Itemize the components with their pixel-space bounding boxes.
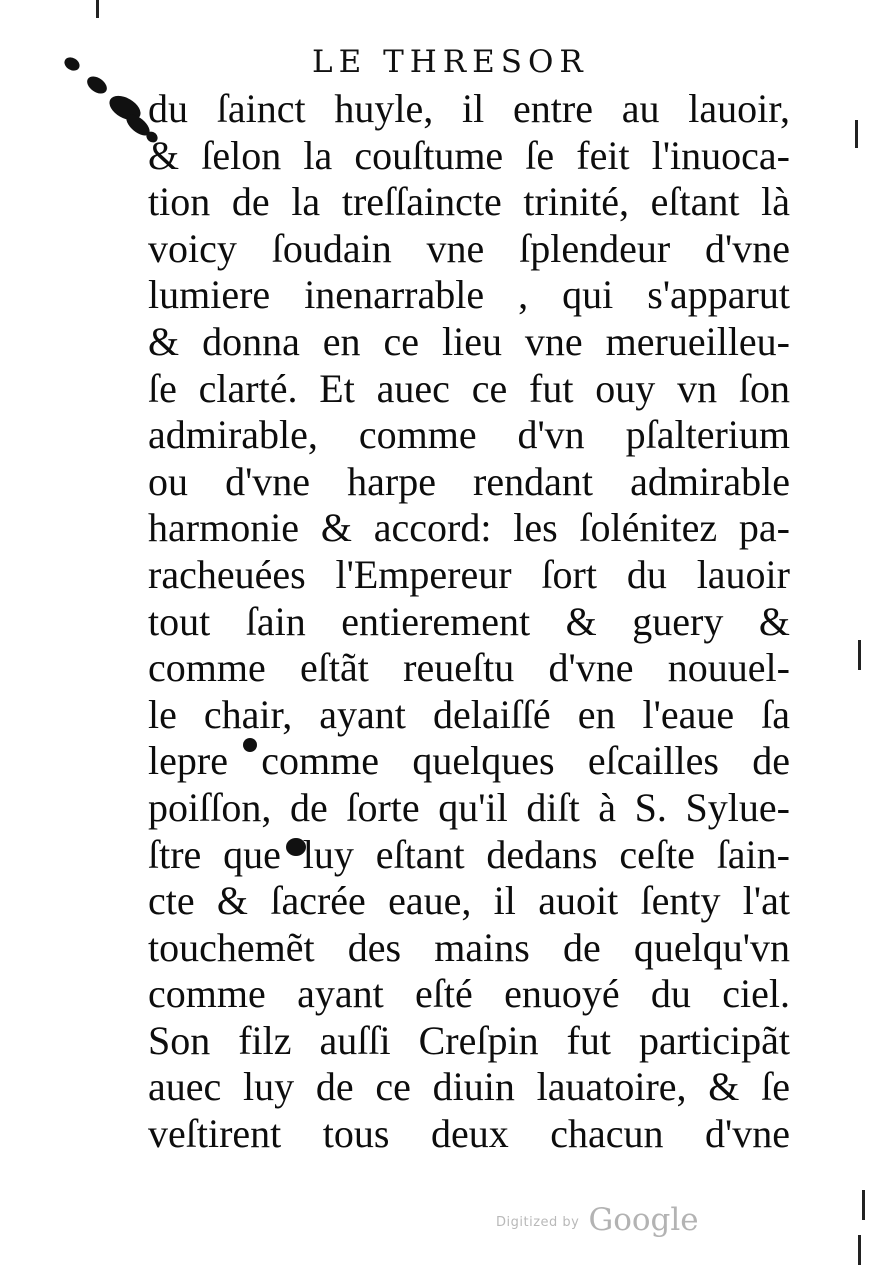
text-line: ſtre que luy eſtant dedans ceſte ſain- — [148, 831, 790, 877]
body-text — [148, 86, 790, 1158]
text-line: admirable, comme d'vn pſalterium — [148, 412, 790, 458]
text-line: ſe clarté. Et auec ce fut ouy vn ſon — [148, 365, 790, 411]
ink-blot — [62, 55, 82, 73]
margin-mark — [96, 0, 99, 18]
margin-mark — [858, 640, 861, 670]
text-line: ou d'vne harpe rendant admirable — [148, 458, 790, 504]
text-line: veſtirent tous deux chacun d'vne — [148, 1111, 790, 1157]
text-line: lumiere inenarrable , qui s'apparut — [148, 272, 790, 318]
text-line: voicy ſoudain vne ſplendeur d'vne — [148, 225, 790, 271]
text-line: & ſelon la couſtume ſe feit l'inuoca- — [148, 132, 790, 178]
text-line: racheuées l'Empereur ſort du lauoir — [148, 551, 790, 597]
digitization-watermark — [496, 1202, 699, 1238]
ink-blot — [84, 73, 110, 97]
text-line: touchemẽt des mains de quelqu'vn — [148, 924, 790, 970]
text-line: lepre comme quelques eſcailles de — [148, 738, 790, 784]
watermark-prefix: Digitized by — [496, 1215, 580, 1230]
text-line: comme ayant eſté enuoyé du ciel. — [148, 971, 790, 1017]
margin-mark — [858, 1235, 861, 1265]
text-line: auec luy de ce diuin lauatoire, & ſe — [148, 1064, 790, 1110]
text-line: le chair, ayant delaiſſé en l'eaue ſa — [148, 691, 790, 737]
text-line: poiſſon, de ſorte qu'il diſt à S. Syluе- — [148, 784, 790, 830]
text-line: comme eſtãt reueſtu d'vne nouuel- — [148, 645, 790, 691]
text-line: cte & ſacrée eaue, il auoit ſenty l'at — [148, 878, 790, 924]
margin-mark — [855, 120, 858, 148]
text-line: Son filz auſſi Creſpin fut participãt — [148, 1017, 790, 1063]
running-head: LE THRESOR — [312, 44, 589, 80]
text-line: harmonie & accord: les ſolénitez pa- — [148, 505, 790, 551]
watermark-brand: Google — [588, 1202, 699, 1238]
margin-mark — [862, 1190, 865, 1220]
text-line: tout ſain entierement & guery & — [148, 598, 790, 644]
text-line: tion de la treſſaincte trinité, eſtant là — [148, 179, 790, 225]
text-line: du ſainct huyle, il entre au lauoir, — [148, 86, 790, 131]
text-line: & donna en ce lieu vne merueilleu- — [148, 318, 790, 364]
